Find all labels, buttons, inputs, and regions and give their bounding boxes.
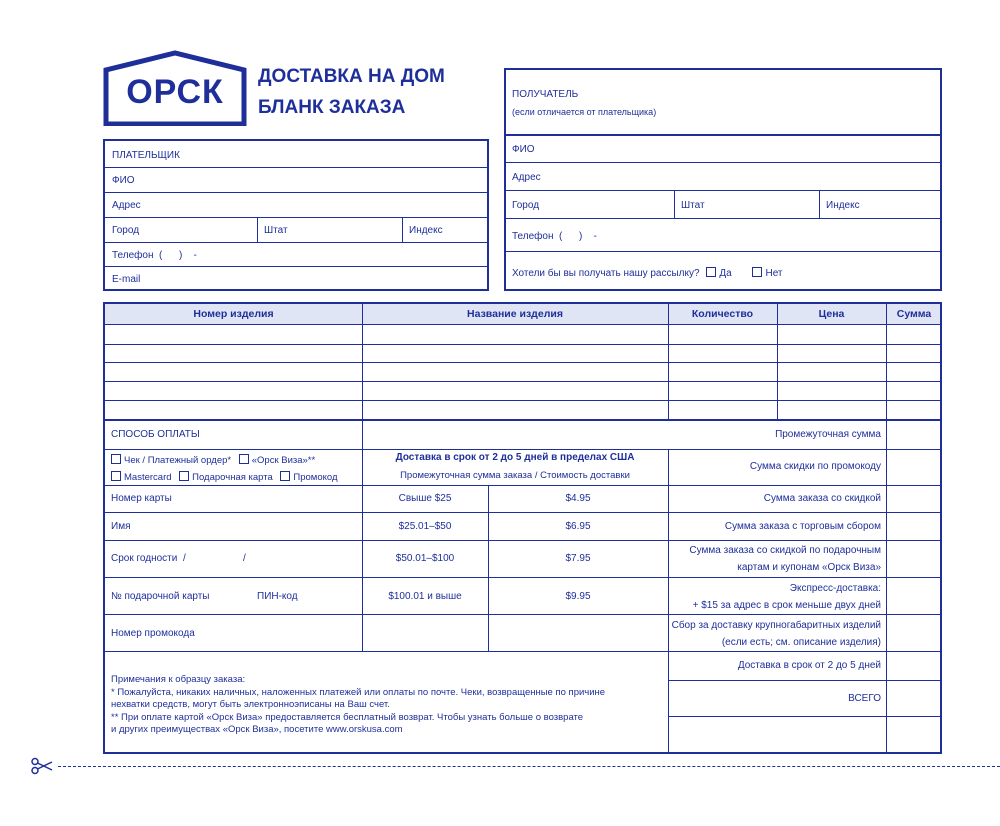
check-checkbox[interactable] [111,454,121,464]
newsletter-question-text: Хотели бы вы получать нашу рассылку? [512,268,700,279]
mastercard-checkbox[interactable] [111,471,121,481]
gift-card-label: Подарочная карта [192,472,273,483]
shipping-title: Доставка в срок от 2 до 5 дней в пределах США [395,452,635,463]
recipient-title: ПОЛУЧАТЕЛЬ [512,89,579,100]
payer-state-field[interactable]: Штат [264,225,288,236]
page-title-line1: ДОСТАВКА НА ДОМ [258,66,445,87]
recipient-subtitle: (если отличается от плательщика) [512,107,657,117]
notes-line-1: * Пожалуйста, никаких наличных, наложенных платежей или оплаты по почте. Чеки, возвращенные по причине [111,687,606,698]
newsletter-no-label: Нет [765,268,783,279]
recipient-city-field[interactable]: Город [512,200,540,211]
col-sum: Сумма [896,308,932,320]
logo-text: ОРСК [126,73,224,111]
gift-discount-label-2: картам и купонам «Орск Виза» [737,562,881,573]
total-label: ВСЕГО [848,693,881,704]
rate-cost-2: $6.95 [565,521,591,532]
payer-email-field[interactable]: E-mail [112,274,141,285]
expiry-slash-2: / [243,553,246,564]
recipient-address-field[interactable]: Адрес [512,172,541,183]
express-label-1: Экспресс-доставка: [789,583,881,594]
delivery-label: Доставка в срок от 2 до 5 дней [737,660,881,671]
cut-line [58,766,1000,767]
payer-phone-field[interactable]: Телефон ( ) - [112,250,197,261]
col-item-name: Название изделия [467,308,563,320]
holder-name-field[interactable]: Имя [111,521,131,532]
card-number-field[interactable]: Номер карты [111,493,172,504]
recipient-phone-field[interactable]: Телефон ( ) - [512,231,597,242]
visa-label: «Орск Виза»** [251,455,316,466]
visa-checkbox[interactable] [239,454,249,464]
mastercard-label: Mastercard [124,472,172,483]
promo-label: Промокод [293,472,338,483]
expiry-field[interactable]: Срок годности [111,553,178,564]
rate-range-4: $100.01 и выше [388,591,462,602]
rate-cost-1: $4.95 [565,493,591,504]
payer-zip-field[interactable]: Индекс [409,225,443,236]
col-quantity: Количество [691,308,754,320]
rate-cost-4: $9.95 [565,591,591,602]
newsletter-yes-checkbox[interactable] [706,267,716,277]
payment-title: СПОСОБ ОПЛАТЫ [111,429,200,440]
rate-cost-3: $7.95 [565,553,591,564]
newsletter-no-checkbox[interactable] [752,267,762,277]
gift-card-checkbox[interactable] [179,471,189,481]
with-fee-label: Сумма заказа с торговым сбором [724,521,881,532]
scissors-icon [30,757,54,775]
promo-discount-label: Сумма скидки по промокоду [749,461,881,472]
pin-field[interactable]: ПИН-код [257,591,298,602]
payer-section [103,139,489,291]
rate-range-1: Свыше $25 [398,493,452,504]
promo-number-field[interactable]: Номер промокода [111,628,195,639]
payer-title: ПЛАТЕЛЬЩИК [112,150,180,161]
order-table [103,302,942,754]
gift-discount-label-1: Сумма заказа со скидкой по подарочным [689,545,881,556]
newsletter-question [512,267,783,279]
shipping-subtitle: Промежуточная сумма заказа / Стоимость доставки [400,470,630,481]
payer-city-field[interactable]: Город [112,225,140,236]
promo-checkbox[interactable] [280,471,290,481]
subtotal-label: Промежуточная сумма [775,429,881,440]
col-price: Цена [818,308,845,320]
recipient-state-field[interactable]: Штат [681,200,705,211]
payment-options-row1 [111,454,315,466]
payer-name-field[interactable]: ФИО [112,175,135,186]
gift-card-number-field[interactable]: № подарочной карты [111,591,210,602]
recipient-section [504,68,942,291]
discounted-label: Сумма заказа со скидкой [763,493,881,504]
expiry-slash-1: / [183,553,186,564]
logo [102,50,248,126]
rate-range-2: $25.01–$50 [398,521,452,532]
payment-options-row2 [111,471,338,483]
notes-line-2: нехватки средств, могут быть электронноэписаны на Ваш счет. [111,699,390,710]
recipient-name-field[interactable]: ФИО [512,144,535,155]
recipient-zip-field[interactable]: Индекс [826,200,860,211]
oversize-label-2: (если есть; см. описание изделия) [721,637,881,648]
oversize-label-1: Сбор за доставку крупногабаритных изделий [671,620,881,631]
notes-title: Примечания к образцу заказа: [111,674,246,685]
rate-range-3: $50.01–$100 [395,553,455,564]
express-label-2: + $15 за адрес в срок меньше двух дней [692,600,881,611]
check-label: Чек / Платежный ордер* [124,455,232,466]
notes-line-3: ** При оплате картой «Орск Виза» предоставляется бесплатный возврат. Чтобы узнать больше о возврате [111,712,584,723]
notes-line-4: и других преимуществах «Орск Виза», посетите www.orskusa.com [111,724,403,735]
payer-address-field[interactable]: Адрес [112,200,141,211]
page-title-line2: БЛАНК ЗАКАЗА [258,97,406,118]
newsletter-yes-label: Да [719,268,732,279]
col-item-number: Номер изделия [193,308,274,320]
